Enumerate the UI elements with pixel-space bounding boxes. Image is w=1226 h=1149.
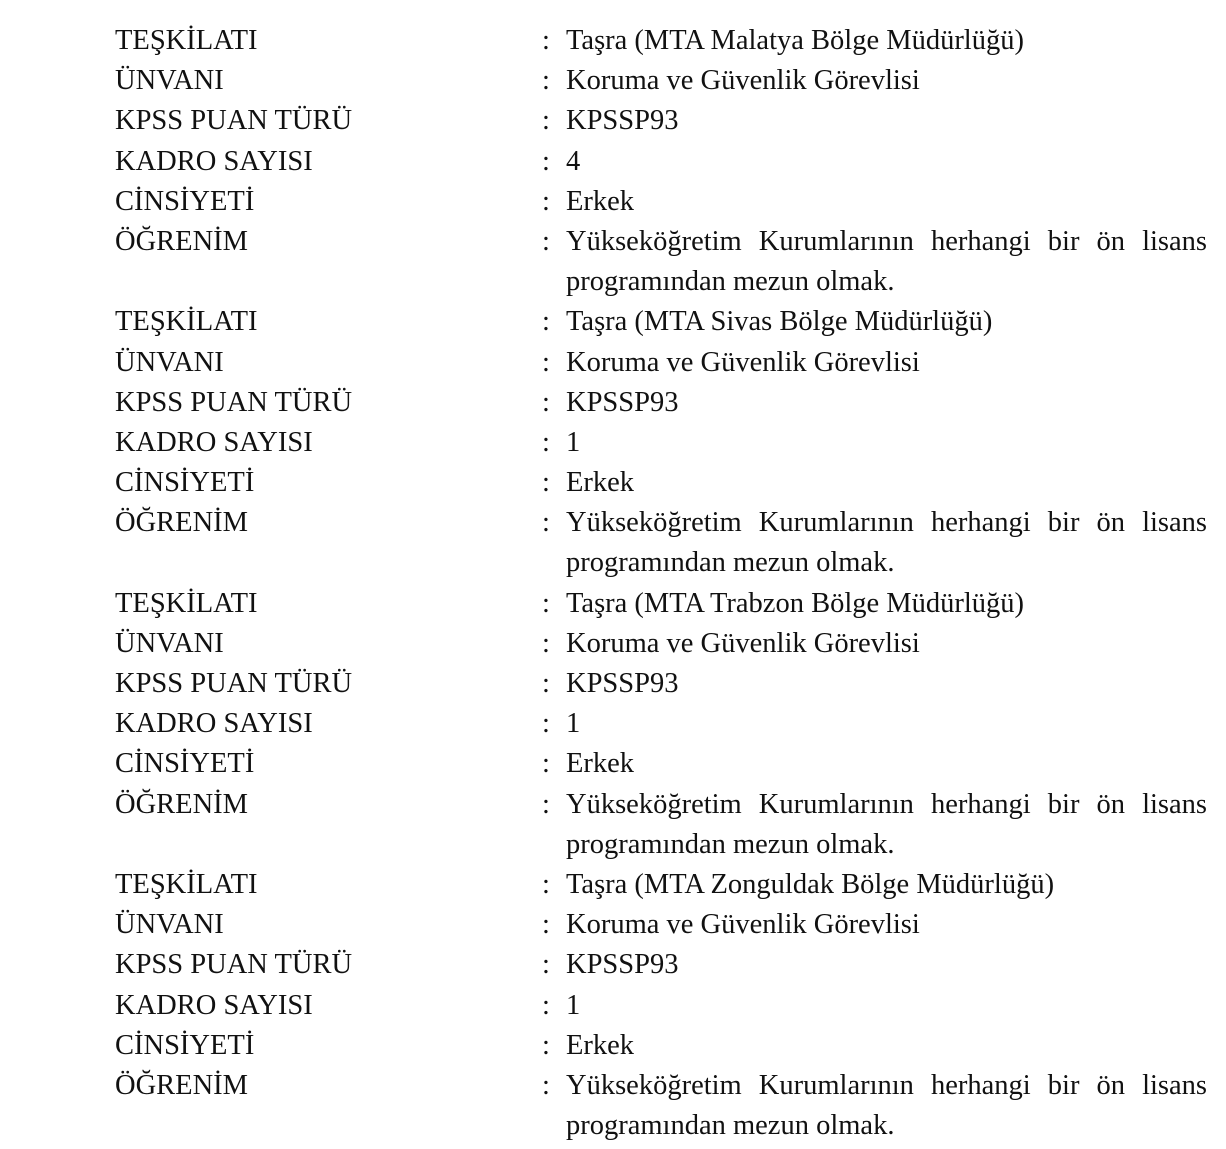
field-value: 1 [566, 989, 581, 1021]
field-row-teskilati [0, 21, 1226, 61]
field-colon: : [542, 668, 550, 700]
field-row-ogrenim [0, 785, 1226, 865]
field-label: KPSS PUAN TÜRÜ [115, 949, 353, 981]
position-block-zonguldak [0, 865, 1226, 1146]
field-colon: : [542, 145, 550, 177]
field-value: KPSSP93 [566, 386, 679, 418]
field-colon: : [542, 748, 550, 780]
field-colon: : [542, 788, 550, 820]
position-listing [0, 21, 1226, 1146]
field-row-kadro-sayisi [0, 704, 1226, 744]
field-colon: : [542, 306, 550, 338]
field-value: Taşra (MTA Malatya Bölge Müdürlüğü) [566, 25, 1024, 56]
position-block-trabzon [0, 584, 1226, 865]
field-label: KADRO SAYISI [115, 989, 313, 1021]
field-value: Koruma ve Güvenlik Görevlisi [566, 909, 920, 941]
field-row-ogrenim [0, 503, 1226, 583]
field-colon: : [542, 587, 550, 619]
field-label: ÖĞRENİM [115, 1069, 248, 1101]
field-label: ÜNVANI [115, 65, 224, 97]
field-row-cinsiyeti [0, 1026, 1226, 1066]
field-value: 1 [566, 426, 581, 458]
field-row-kadro-sayisi [0, 142, 1226, 182]
field-row-teskilati [0, 865, 1226, 905]
field-value: Yükseköğretim Kurumlarının herhangi bir ön lisans programından mezun olmak. [566, 1069, 1207, 1142]
field-label: ÖĞRENİM [115, 225, 248, 257]
field-row-unvani [0, 61, 1226, 101]
field-colon: : [542, 507, 550, 539]
field-value: Erkek [566, 467, 635, 499]
field-value: Erkek [566, 185, 635, 217]
position-block-sivas [0, 302, 1226, 583]
field-label: KADRO SAYISI [115, 145, 313, 177]
field-row-unvani [0, 624, 1226, 664]
field-row-ogrenim [0, 1066, 1226, 1146]
field-label: CİNSİYETİ [115, 467, 255, 499]
field-label: ÖĞRENİM [115, 788, 248, 820]
field-value: KPSSP93 [566, 668, 679, 700]
field-label: KPSS PUAN TÜRÜ [115, 105, 353, 137]
field-value: Koruma ve Güvenlik Görevlisi [566, 627, 920, 659]
field-row-ogrenim [0, 222, 1226, 302]
field-colon: : [542, 909, 550, 941]
field-label: TEŞKİLATI [115, 587, 258, 619]
field-value: 1 [566, 708, 581, 740]
field-row-kpss-puan-turu [0, 383, 1226, 423]
field-value: Erkek [566, 1029, 635, 1061]
field-colon: : [542, 25, 550, 56]
field-label: KPSS PUAN TÜRÜ [115, 668, 353, 700]
field-label: ÖĞRENİM [115, 507, 248, 539]
field-row-kadro-sayisi [0, 986, 1226, 1026]
field-colon: : [542, 949, 550, 981]
field-row-cinsiyeti [0, 744, 1226, 784]
field-row-kpss-puan-turu [0, 945, 1226, 985]
field-value: KPSSP93 [566, 105, 679, 137]
field-value: Yükseköğretim Kurumlarının herhangi bir ön lisans programından mezun olmak. [566, 788, 1207, 860]
field-value: Yükseköğretim Kurumlarının herhangi bir ön lisans programından mezun olmak. [566, 507, 1207, 579]
field-value: 4 [566, 145, 581, 177]
field-row-teskilati [0, 584, 1226, 624]
field-value: KPSSP93 [566, 949, 679, 981]
field-value: Koruma ve Güvenlik Görevlisi [566, 346, 920, 378]
field-colon: : [542, 185, 550, 217]
field-label: ÜNVANI [115, 346, 224, 378]
field-row-cinsiyeti [0, 182, 1226, 222]
field-colon: : [542, 708, 550, 740]
field-colon: : [542, 346, 550, 378]
field-label: KADRO SAYISI [115, 426, 313, 458]
position-block-malatya [0, 21, 1226, 302]
field-label: TEŞKİLATI [115, 25, 258, 56]
field-row-unvani [0, 905, 1226, 945]
field-colon: : [542, 105, 550, 137]
field-colon: : [542, 989, 550, 1021]
field-value: Erkek [566, 748, 635, 780]
field-label: CİNSİYETİ [115, 1029, 255, 1061]
field-colon: : [542, 225, 550, 257]
field-colon: : [542, 426, 550, 458]
field-label: KADRO SAYISI [115, 708, 313, 740]
field-colon: : [542, 386, 550, 418]
field-row-unvani [0, 343, 1226, 383]
field-colon: : [542, 1069, 550, 1101]
field-label: KPSS PUAN TÜRÜ [115, 386, 353, 418]
field-label: ÜNVANI [115, 909, 224, 941]
field-label: CİNSİYETİ [115, 748, 255, 780]
field-label: CİNSİYETİ [115, 185, 255, 217]
field-value: Koruma ve Güvenlik Görevlisi [566, 65, 920, 97]
field-label: ÜNVANI [115, 627, 224, 659]
field-colon: : [542, 868, 550, 900]
field-colon: : [542, 627, 550, 659]
field-label: TEŞKİLATI [115, 868, 258, 900]
field-value: Taşra (MTA Sivas Bölge Müdürlüğü) [566, 306, 993, 338]
field-label: TEŞKİLATI [115, 306, 258, 338]
field-row-kpss-puan-turu [0, 664, 1226, 704]
field-value: Taşra (MTA Trabzon Bölge Müdürlüğü) [566, 587, 1025, 619]
field-value: Yükseköğretim Kurumlarının herhangi bir ön lisans programından mezun olmak. [566, 225, 1207, 298]
field-row-kadro-sayisi [0, 423, 1226, 463]
field-value: Taşra (MTA Zonguldak Bölge Müdürlüğü) [566, 868, 1055, 900]
field-row-kpss-puan-turu [0, 101, 1226, 141]
field-row-teskilati [0, 302, 1226, 342]
field-colon: : [542, 467, 550, 499]
field-colon: : [542, 1029, 550, 1061]
field-colon: : [542, 65, 550, 97]
field-row-cinsiyeti [0, 463, 1226, 503]
